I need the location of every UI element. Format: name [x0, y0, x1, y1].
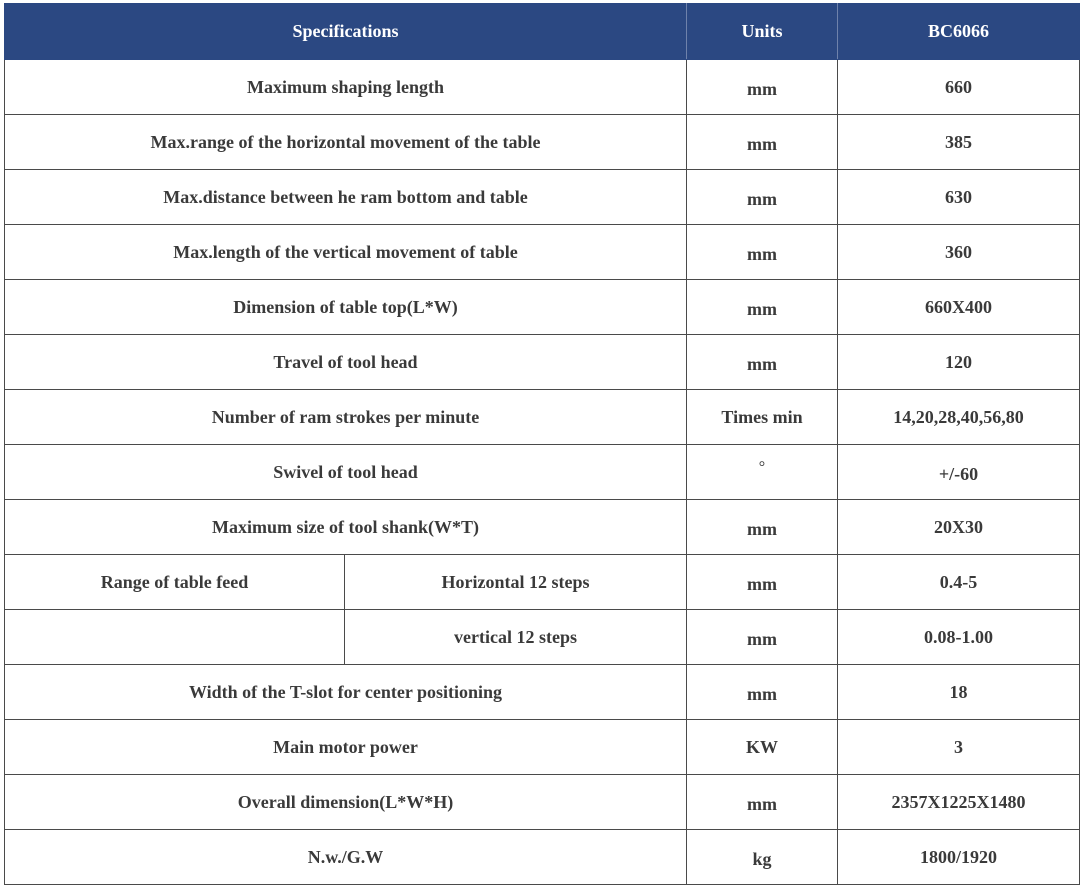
unit-cell	[687, 170, 838, 225]
value-cell: 0.08-1.00	[838, 610, 1080, 665]
spec-cell: Max.length of the vertical movement of table	[5, 225, 687, 280]
spec-cell: Width of the T-slot for center positioning	[5, 665, 687, 720]
header-specifications: Specifications	[5, 4, 687, 60]
spec-cell: Main motor power	[5, 720, 687, 775]
value-cell: 18	[838, 665, 1080, 720]
unit-cell	[687, 60, 838, 115]
feed-vertical-cell: vertical 12 steps	[345, 610, 687, 665]
spec-cell: Swivel of tool head	[5, 445, 687, 500]
value-cell: 385	[838, 115, 1080, 170]
table-row	[5, 445, 1080, 500]
table-row	[5, 60, 1080, 115]
value-cell: 360	[838, 225, 1080, 280]
unit-cell	[687, 390, 838, 445]
value-cell: 14,20,28,40,56,80	[838, 390, 1080, 445]
table-row	[5, 555, 1080, 610]
value-cell: 660	[838, 60, 1080, 115]
table-row	[5, 170, 1080, 225]
unit-text: mm	[747, 518, 777, 539]
unit-text: mm	[747, 78, 777, 99]
value-cell: 20X30	[838, 500, 1080, 555]
unit-cell	[687, 225, 838, 280]
table-row	[5, 335, 1080, 390]
unit-cell	[687, 830, 838, 885]
feed-horizontal-cell: Horizontal 12 steps	[345, 555, 687, 610]
table-row	[5, 610, 1080, 665]
spec-cell: Travel of tool head	[5, 335, 687, 390]
value-cell: 630	[838, 170, 1080, 225]
unit-cell	[687, 775, 838, 830]
unit-cell	[687, 335, 838, 390]
table-row	[5, 390, 1080, 445]
table-row	[5, 500, 1080, 555]
spec-cell: N.w./G.W	[5, 830, 687, 885]
spec-cell: Max.range of the horizontal movement of the table	[5, 115, 687, 170]
unit-text: kg	[752, 848, 772, 869]
table-row	[5, 225, 1080, 280]
unit-text: mm	[747, 298, 777, 319]
table-row	[5, 115, 1080, 170]
unit-text: KW	[745, 736, 778, 757]
unit-text: mm	[747, 188, 777, 209]
unit-cell	[687, 445, 838, 500]
value-cell: 3	[838, 720, 1080, 775]
spec-cell: Max.distance between he ram bottom and table	[5, 170, 687, 225]
unit-text: mm	[747, 243, 777, 264]
unit-text: mm	[747, 683, 777, 704]
unit-cell	[687, 665, 838, 720]
table-row	[5, 280, 1080, 335]
header-units: Units	[687, 4, 838, 60]
unit-cell	[687, 280, 838, 335]
value-cell: 1800/1920	[838, 830, 1080, 885]
unit-cell	[687, 555, 838, 610]
unit-cell	[687, 500, 838, 555]
unit-text: mm	[747, 353, 777, 374]
spec-cell: Maximum size of tool shank(W*T)	[5, 500, 687, 555]
value-cell	[838, 445, 1080, 500]
spec-cell: Overall dimension(L*W*H)	[5, 775, 687, 830]
unit-text: Times min	[721, 406, 803, 427]
unit-text: mm	[747, 573, 777, 594]
specifications-table	[4, 3, 1080, 885]
table-header-row	[5, 4, 1080, 60]
feed-label-cell: Range of table feed	[5, 555, 345, 610]
value-cell: 0.4-5	[838, 555, 1080, 610]
unit-cell	[687, 115, 838, 170]
degree-symbol: °	[758, 458, 766, 476]
value-text: +/-60	[938, 463, 979, 484]
header-model: BC6066	[838, 4, 1080, 60]
feed-empty-cell	[5, 610, 345, 665]
unit-text: mm	[747, 628, 777, 649]
table-row	[5, 775, 1080, 830]
unit-cell	[687, 720, 838, 775]
table-row	[5, 830, 1080, 885]
value-cell: 660X400	[838, 280, 1080, 335]
table-row	[5, 665, 1080, 720]
unit-cell	[687, 610, 838, 665]
spec-cell: Number of ram strokes per minute	[5, 390, 687, 445]
value-cell: 2357X1225X1480	[838, 775, 1080, 830]
spec-cell: Maximum shaping length	[5, 60, 687, 115]
spec-cell: Dimension of table top(L*W)	[5, 280, 687, 335]
value-cell: 120	[838, 335, 1080, 390]
table-row	[5, 720, 1080, 775]
unit-text: mm	[747, 133, 777, 154]
unit-text: mm	[747, 793, 777, 814]
